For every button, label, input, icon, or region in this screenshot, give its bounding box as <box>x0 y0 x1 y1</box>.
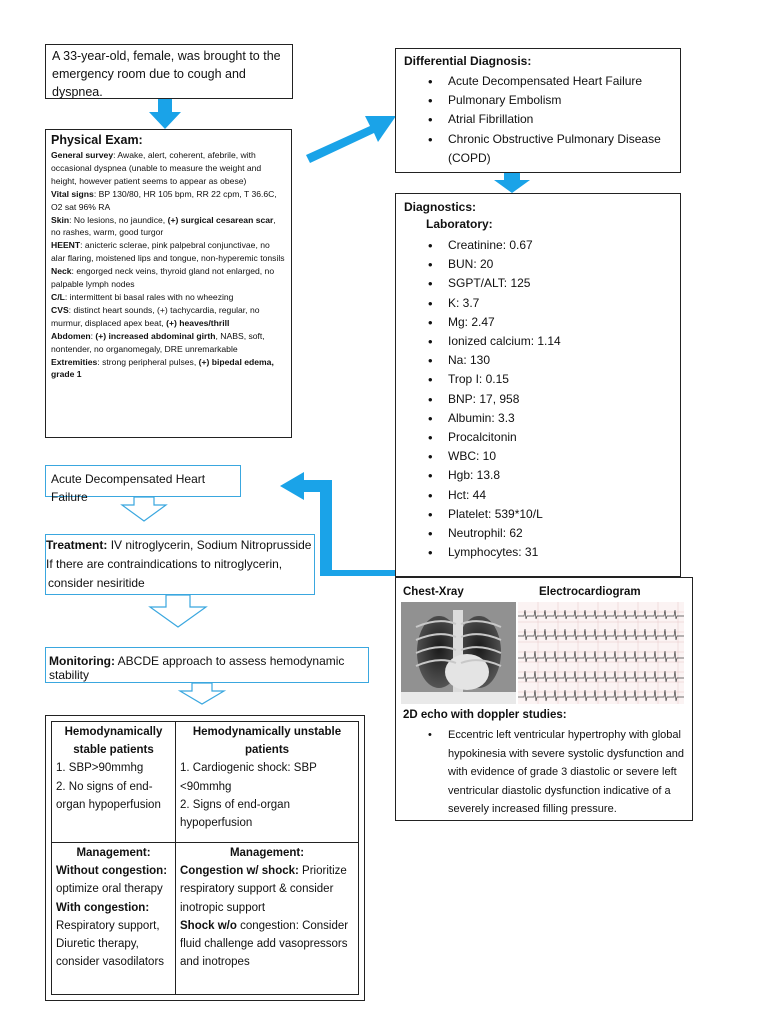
lab-item: • Neutrophil: 62 <box>428 524 672 543</box>
ecg-image <box>518 602 684 704</box>
lab-item: • Ionized calcium: 1.14 <box>428 332 672 351</box>
hollow-arrow-down-icon <box>122 497 166 523</box>
imaging-box <box>395 577 693 821</box>
lab-item: • Albumin: 3.3 <box>428 409 672 428</box>
differential-title: Differential Diagnosis: <box>404 54 532 68</box>
lab-item: • BNP: 17, 958 <box>428 390 672 409</box>
stable-management-cell <box>52 843 176 995</box>
stable-cell <box>52 722 176 843</box>
shock-no-congestion-text: Shock w/o congestion: Consider fluid challenge add vasopressors and inotropes <box>180 919 349 969</box>
monitoring-text: Monitoring: ABCDE approach to assess hemodynamic stability <box>49 654 345 682</box>
lab-item: • Hgb: 13.8 <box>428 466 672 485</box>
lab-item: • SGPT/ALT: 125 <box>428 274 672 293</box>
differential-box <box>395 48 681 173</box>
unstable-header: Hemodynamically unstable patients <box>192 726 342 757</box>
treatment-line3: consider nesiritide <box>48 576 145 590</box>
unstable-criterion-1: 1. Cardiogenic shock: SBP <90mmhg <box>180 762 317 793</box>
chest-xray-image <box>401 602 516 704</box>
lab-item: • WBC: 10 <box>428 447 672 466</box>
adhf-box <box>45 465 241 504</box>
laboratory-subtitle: Laboratory: <box>426 217 493 231</box>
arrow-down-icon <box>149 99 181 129</box>
pe-vitals: Vital signs: BP 130/80, HR 105 bpm, RR 22 cpm, T 36.6C, O2 sat 96% RA <box>51 188 277 212</box>
pe-extremities: Extremities: strong peripheral pulses, (+) bipedal edema, grade 1 <box>51 356 274 380</box>
lab-item: • Procalcitonin <box>428 428 672 447</box>
without-congestion-text: optimize oral therapy <box>56 883 163 896</box>
hollow-arrow-down-icon <box>150 595 206 629</box>
management-table <box>51 721 359 995</box>
congestion-shock-text: Congestion w/ shock: Prioritize respiratory support & consider inotropic support <box>180 865 347 914</box>
physical-exam-box <box>45 129 292 438</box>
lab-item: • Trop I: 0.15 <box>428 370 672 389</box>
differential-item: • Acute Decompensated Heart Failure <box>428 72 672 91</box>
with-congestion-text: Respiratory support, Diuretic therapy, consider vasodilators <box>56 919 165 969</box>
lab-item: • Hct: 44 <box>428 486 672 505</box>
case-text: A 33-year-old, female, was brought to the emergency room due to cough and dyspnea. <box>52 49 281 99</box>
pe-abdomen: Abdomen: (+) increased abdominal girth, NABS, soft, nontender, no organomegaly, DRE unremarkable <box>51 330 265 354</box>
treatment-line2: If there are contraindications to nitroglycerin, <box>46 557 283 571</box>
unstable-cell <box>176 722 359 843</box>
stable-criterion-2: 2. No signs of end-organ hypoperfusion <box>56 780 161 811</box>
pe-general: General survey: Awake, alert, coherent, afebrile, with occasional dyspnea (unable to measure the weight and height, however patient seems to appear as obese) <box>51 150 262 186</box>
without-congestion-label: Without congestion: <box>56 865 168 878</box>
diagnostics-box <box>395 193 681 577</box>
lab-item: • Creatinine: 0.67 <box>428 236 672 255</box>
differential-list <box>404 72 672 168</box>
pe-cl: C/L: intermittent bi basal rales with no wheezing <box>51 291 234 302</box>
hollow-arrow-down-icon <box>180 683 224 705</box>
pe-heent: HEENT: anicteric sclerae, pink palpebral conjunctivae, no alar flaring, moistened lips and tongue, non-hyperemic tonsils <box>51 240 285 264</box>
stable-management-header: Management: <box>76 847 151 859</box>
diagnostics-title: Diagnostics: <box>404 200 477 214</box>
pe-cvs: CVS: distinct heart sounds, (+) tachycardia, regular, no murmur, displaced apex beat, (+) heaves/thrill <box>51 304 260 328</box>
physical-exam-title: Physical Exam: <box>51 133 143 147</box>
monitoring-box <box>45 647 369 683</box>
stable-criterion-1: 1. SBP>90mmhg <box>56 762 144 775</box>
pe-neck: Neck: engorged neck veins, thyroid gland not enlarged, no palpable lymph nodes <box>51 266 275 290</box>
with-congestion-label: With congestion: <box>56 901 150 914</box>
treatment-box <box>45 534 315 595</box>
lab-item: • Platelet: 539*10/L <box>428 505 672 524</box>
bullet-icon: • <box>428 729 432 741</box>
lab-item: • Na: 130 <box>428 351 672 370</box>
arrow-down-icon <box>494 173 530 193</box>
unstable-management-header: Management: <box>229 847 305 859</box>
adhf-text: Acute Decompensated Heart Failure <box>51 472 206 504</box>
unstable-criterion-2: 2. Signs of end-organ hypoperfusion <box>180 798 290 830</box>
arrow-diagonal-icon <box>300 100 400 170</box>
xray-label: Chest-Xray <box>403 586 464 598</box>
lab-item: • BUN: 20 <box>428 255 672 274</box>
lab-item: • K: 3.7 <box>428 294 672 313</box>
case-box <box>45 44 293 99</box>
ecg-label: Electrocardiogram <box>539 586 641 598</box>
differential-item: • Pulmonary Embolism <box>428 91 672 110</box>
echo-title: 2D echo with doppler studies: <box>403 709 567 721</box>
treatment-line1: Treatment: IV nitroglycerin, Sodium Nitroprusside <box>46 538 312 552</box>
differential-item: • Atrial Fibrillation <box>428 110 672 129</box>
lab-list <box>404 236 672 562</box>
stable-header: Hemodynamically stable patients <box>64 726 163 757</box>
lab-item: • Lymphocytes: 31 <box>428 543 672 562</box>
lab-item: • Mg: 2.47 <box>428 313 672 332</box>
echo-text: • Eccentric left ventricular hypertrophy with global hypokinesia with severe systolic dysfunction and with evidence of grade 3 diastolic or severe left ventricular diastolic dysfunction indicative of a severely increased filling pressure. <box>428 726 706 819</box>
differential-item: • Chronic Obstructive Pulmonary Disease (COPD) <box>428 130 672 168</box>
pe-skin: Skin: No lesions, no jaundice, (+) surgical cesarean scar, no rashes, warm, good turgor <box>51 214 276 238</box>
unstable-management-cell <box>176 843 359 995</box>
management-table-box <box>45 715 365 1001</box>
